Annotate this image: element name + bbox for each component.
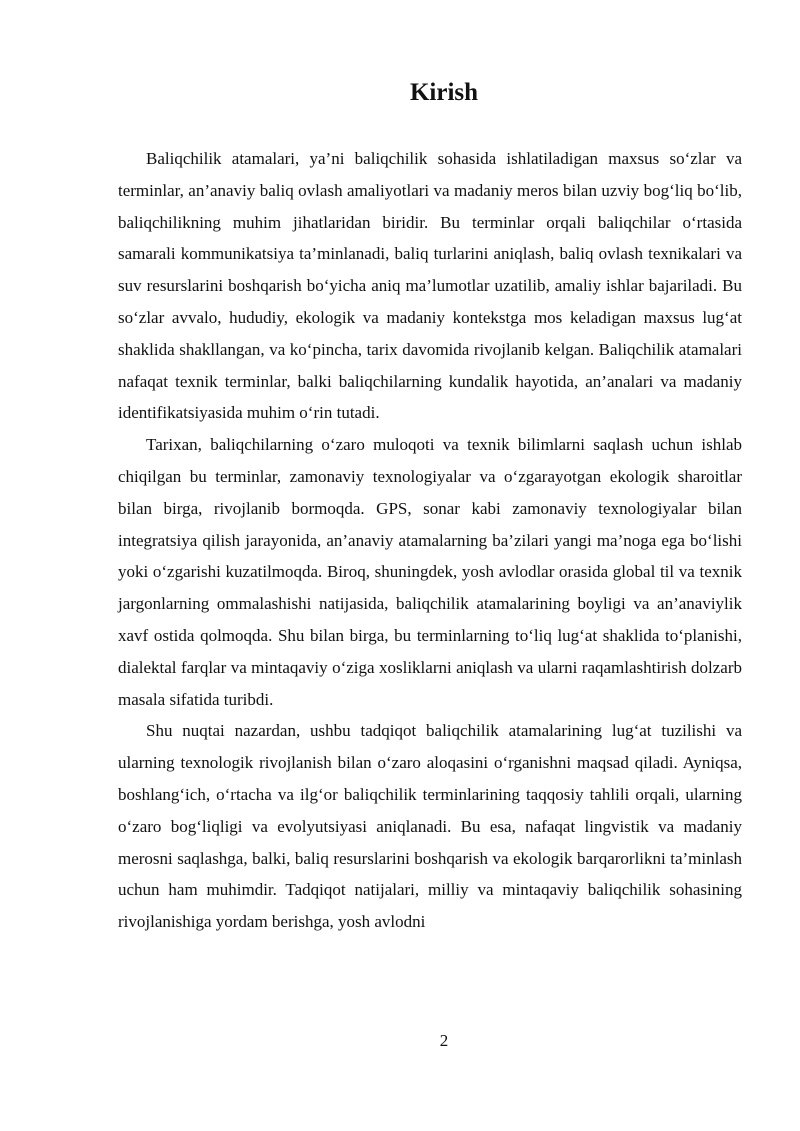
paragraph-3: Shu nuqtai nazardan, ushbu tadqiqot baliqchilik atamalarining lug‘at tuzilishi va ularning texnologik rivojlanish bilan o‘zaro aloqasini o‘rganishni maqsad qiladi. Ayniqsa, boshlang‘ich, o‘rtacha va ilg‘or baliqchilik terminlarining taqqosiy tahlili orqali, ularning o‘zaro bog‘liqligi va evolyutsiyasi aniqlanadi. Bu esa, nafaqat lingvistik va madaniy merosni saqlashga, balki, baliq resurslarini boshqarish va ekologik barqarorlikni ta’minlash uchun ham muhimdir. Tadqiqot natijalari, milliy va mintaqaviy baliqchilik sohasining rivojlanishiga yordam berishga, yosh avlodni bbox=[118, 721, 742, 932]
paragraph-2: Tarixan, baliqchilarning o‘zaro muloqoti va texnik bilimlarni saqlash uchun ishlab chiqilgan bu terminlar, zamonaviy texnologiyalar va o‘zgarayotgan ekologik sharoitlar bilan birga, rivojlanib bormoqda. GPS, sonar kabi zamonaviy texnologiyalar bilan integratsiya qilish jarayonida, an’anaviy atamalarning ba’zilari yangi ma’noga ega bo‘lishi yoki o‘zgarishi kuzatilmoqda. Biroq, shuningdek, yosh avlodlar orasida global til va texnik jargonlarning ommalashishi natijasida, baliqchilik atamalarining boyligi va an’anaviylik xavf ostida qolmoqda. Shu bilan birga, bu terminlarning to‘liq lug‘at shaklida to‘planishi, dialektal farqlar va mintaqaviy o‘ziga xosliklarni aniqlash va ularni raqamlashtirish dolzarb masala sifatida turibdi. bbox=[118, 435, 742, 709]
page-number: 2 bbox=[439, 1031, 449, 1050]
body-text bbox=[118, 143, 742, 938]
page-title: Kirish bbox=[409, 79, 479, 106]
paragraph-1: Baliqchilik atamalari, ya’ni baliqchilik sohasida ishlatiladigan maxsus so‘zlar va terminlar, an’anaviy baliq ovlash amaliyotlari va madaniy meros bilan uzviy bog‘liq bo‘lib, baliqchilikning muhim jihatlaridan biridir. Bu terminlar orqali baliqchilar o‘rtasida samarali kommunikatsiya ta’minlanadi, baliq turlarini aniqlash, baliq ovlash texnikalari va suv resurslarini boshqarish bo‘yicha aniq ma’lumotlar uzatilib, amaliy ishlar bajariladi. Bu so‘zlar avvalo, hududiy, ekologik va madaniy kontekstga mos keladigan maxsus lug‘at shaklida shakllangan, va ko‘pincha, tarix davomida rivojlanib kelgan. Baliqchilik atamalari nafaqat texnik terminlar, balki baliqchilarning kundalik hayotida, an’analari va madaniy identifikatsiyasida muhim o‘rin tutadi. bbox=[118, 149, 742, 423]
